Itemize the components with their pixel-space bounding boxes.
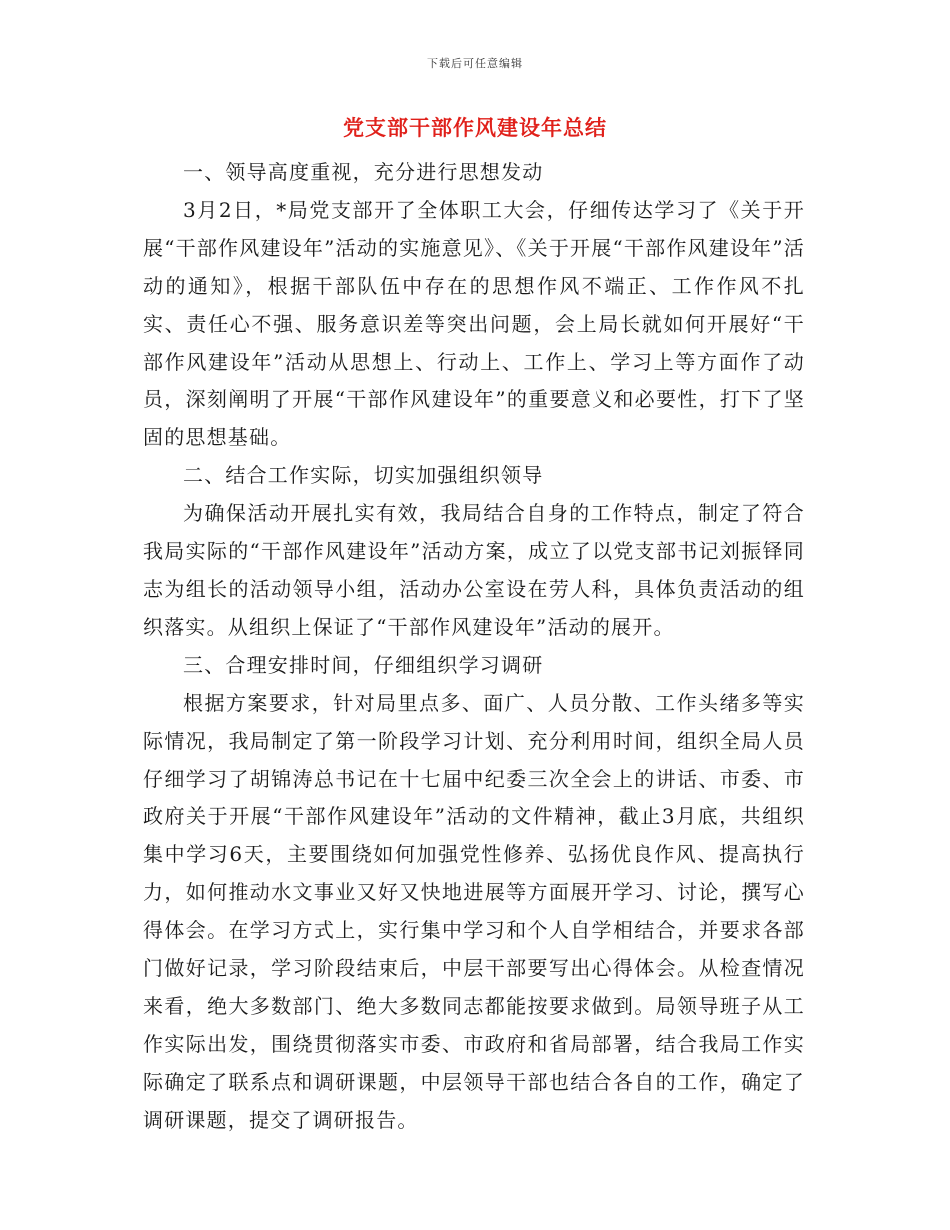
section-heading-1: 一、领导高度重视，充分进行思想发动 xyxy=(183,160,544,184)
section-heading-3: 三、合理安排时间，仔细组织学习调研 xyxy=(183,652,544,677)
paragraph-2: 为确保活动开展扎实有效，我局结合自身的工作特点，制定了符合我局实际的“干部作风建设年”活动方案，成立了以党支部书记刘振铎同志为组长的活动领导小组，活动办公室设在劳人科，具体负责活动的组织落实。从组织上保证了“干部作风建设年”活动的展开。 xyxy=(143,501,805,639)
section-heading-2: 二、结合工作实际，切实加强组织领导 xyxy=(183,463,544,488)
document-title: 党支部干部作风建设年总结 xyxy=(343,115,607,140)
paragraph-1: 3月2日，*局党支部开了全体职工大会，仔细传达学习了《关于开展“干部作风建设年”活动的实施意见》、《关于开展“干部作风建设年”活动的通知》，根据干部队伍中存在的思想作风不端正、工作作风不扎实、责任心不强、服务意识差等突出问题，会上局长就如何开展好“干部作风建设年”活动从思想上、行动上、工作上、学习上等方面作了动员，深刻阐明了开展“干部作风建设年”的重要意义和必要性，打下了坚固的思想基础。 xyxy=(143,197,805,450)
paragraph-3: 根据方案要求，针对局里点多、面广、人员分散、工作头绪多等实际情况，我局制定了第一阶段学习计划、充分利用时间，组织全局人员仔细学习了胡锦涛总书记在十七届中纪委三次全会上的讲话、市委、市政府关于开展“干部作风建设年”活动的文件精神，截止3月底，共组织集中学习6天，主要围绕如何加强党性修养、弘扬优良作风、提高执行力，如何推动水文事业又好又快地进展等方面展开学习、讨论，撰写心得体会。在学习方式上，实行集中学习和个人自学相结合，并要求各部门做好记录，学习阶段结束后，中层干部要写出心得体会。从检查情况来看，绝大多数部门、绝大多数同志都能按要求做到。局领导班子从工作实际出发，围绕贯彻落实市委、市政府和省局部署，结合我局工作实际确定了联系点和调研课题，中层领导干部也结合各自的工作，确定了调研课题，提交了调研报告。 xyxy=(143,690,805,1132)
header-note: 下载后可任意编辑 xyxy=(427,57,523,70)
document-body xyxy=(143,154,805,1140)
